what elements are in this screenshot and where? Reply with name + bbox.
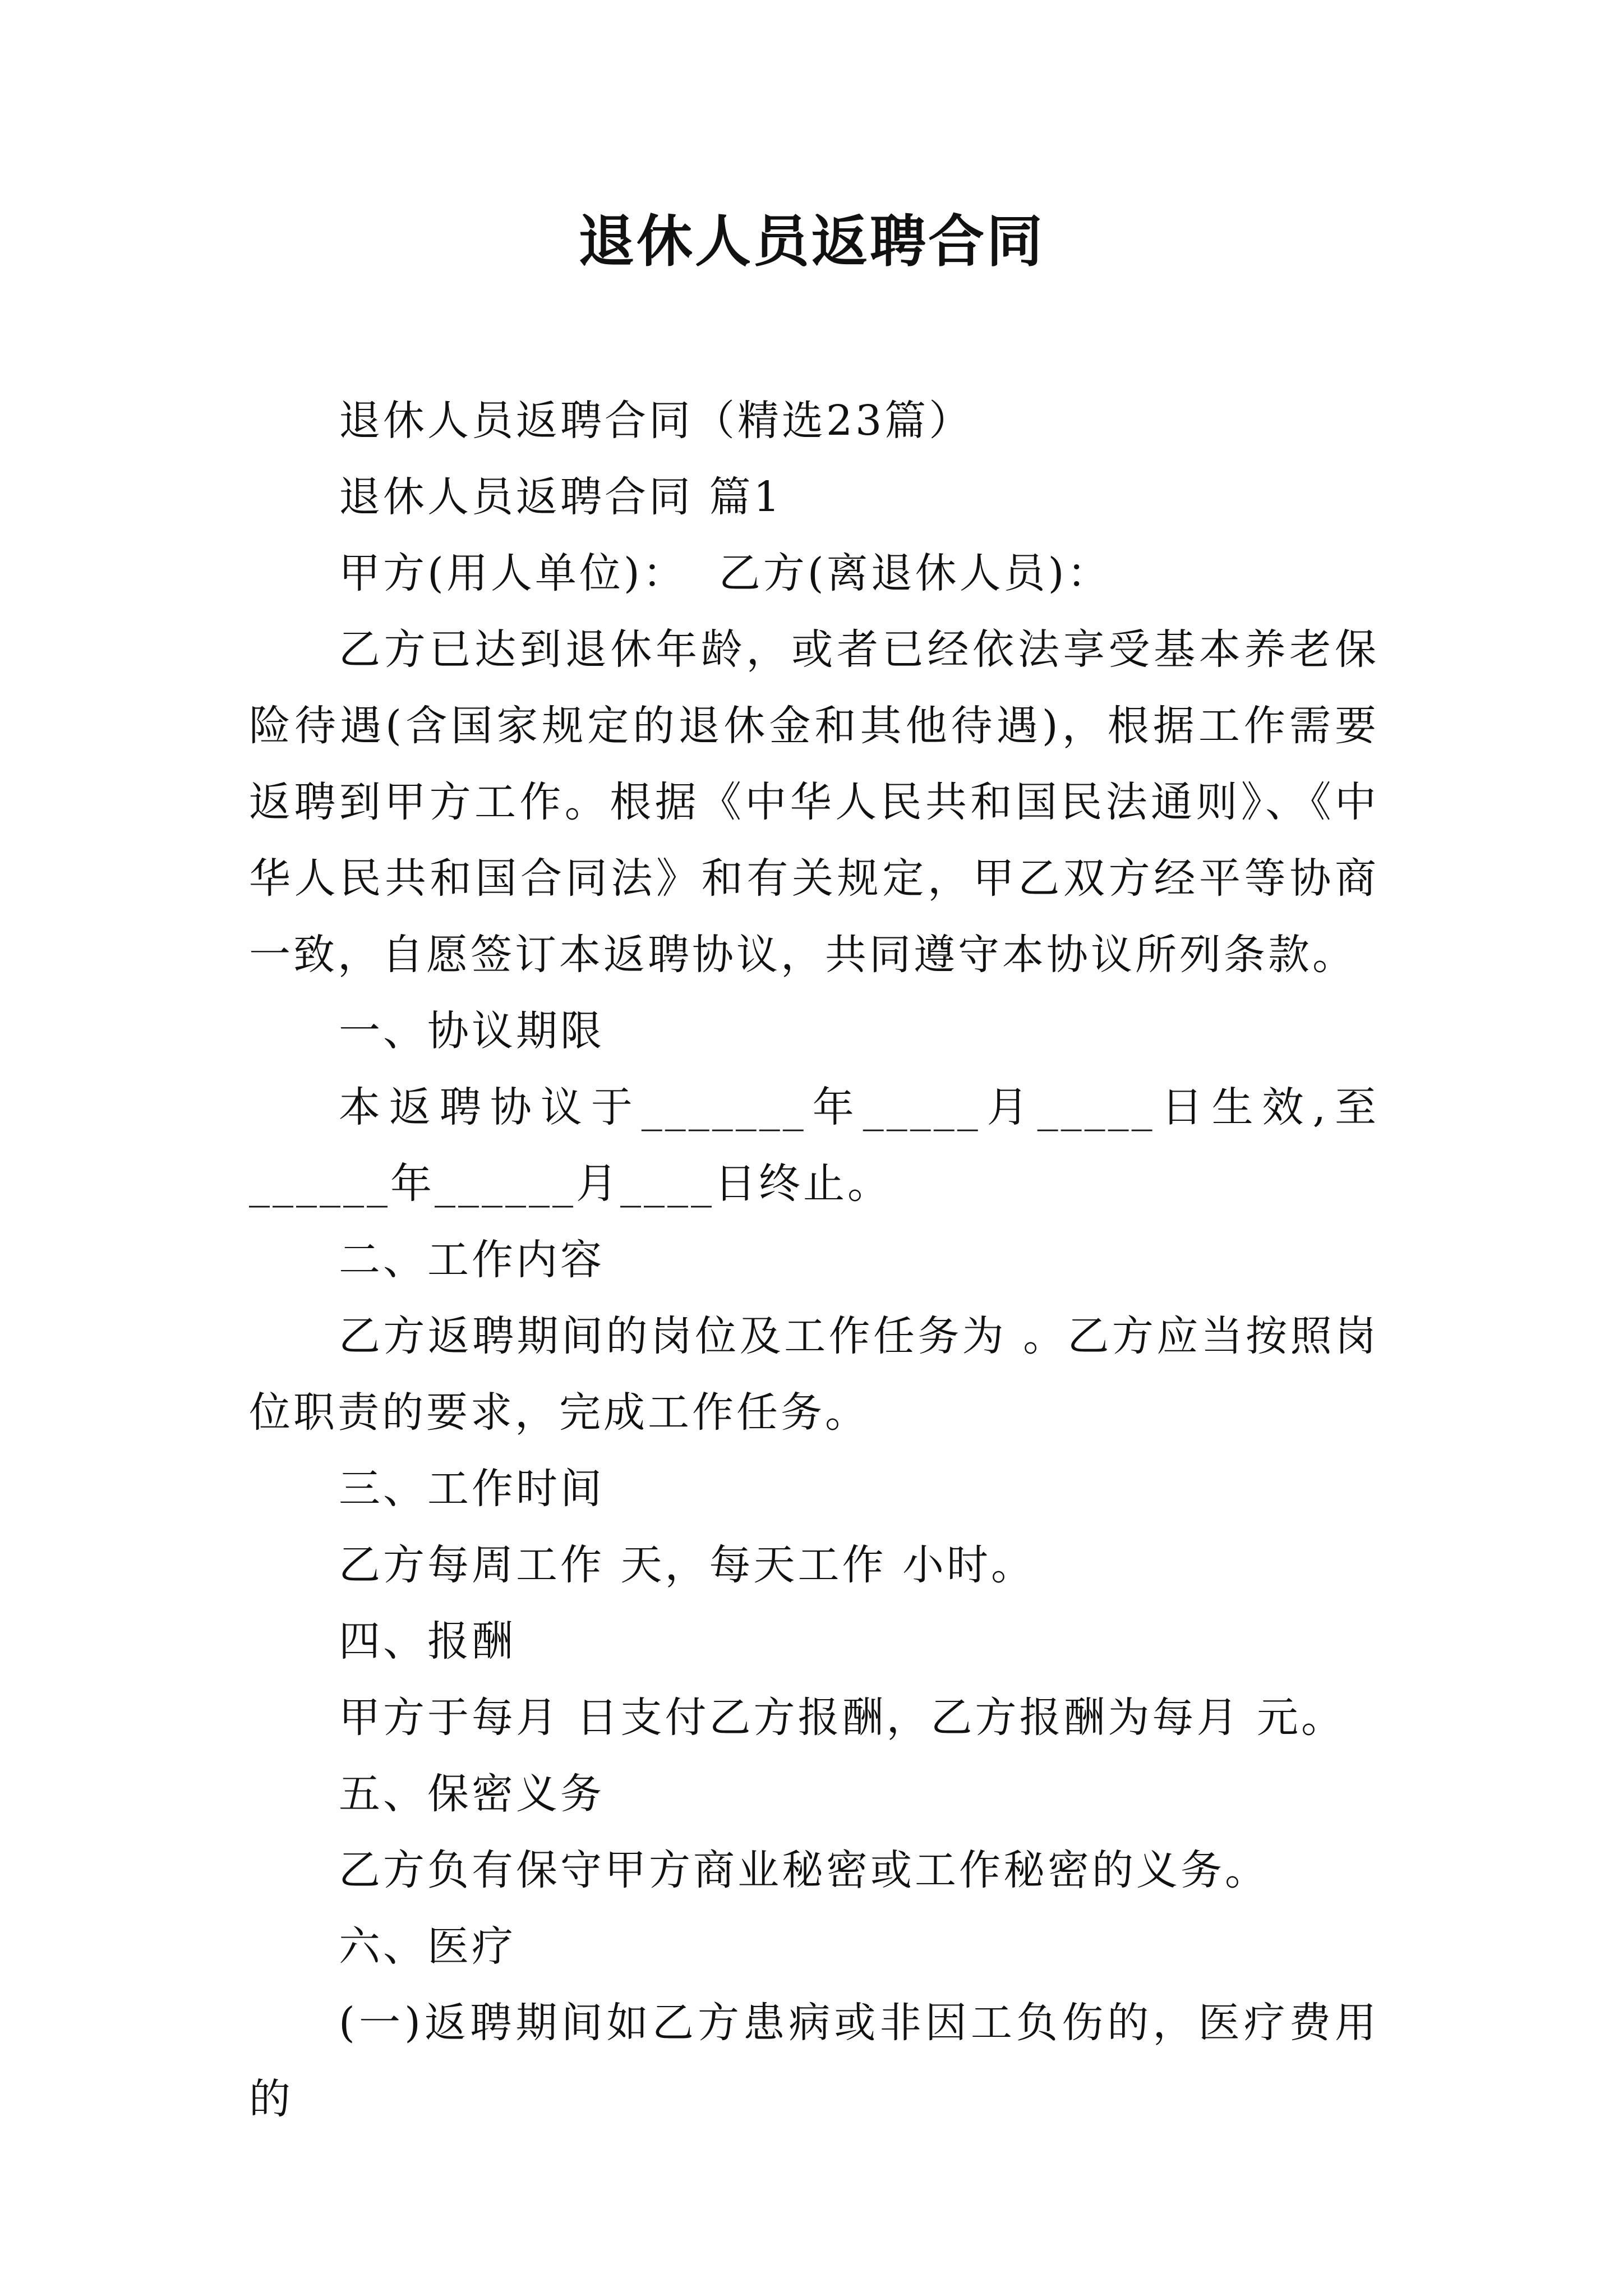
document-title: 退休人员返聘合同 [578, 208, 1045, 274]
clause-body-term: 本返聘协议于_______年_____月_____日生效,至______年______月____日终止。 [249, 1083, 1379, 1208]
parties-line: 甲方(用人单位)： 乙方(离退休人员)： [339, 549, 1112, 597]
clause-heading-work-content: 二、工作内容 [339, 1236, 605, 1284]
clause-heading-term: 一、协议期限 [339, 1007, 605, 1055]
clause-heading-medical: 六、医疗 [339, 1922, 516, 1971]
subtitle-selected-23: 退休人员返聘合同（精选23篇） [339, 397, 974, 445]
clause-body-remuneration: 甲方于每月 日支付乙方报酬，乙方报酬为每月 元。 [339, 1694, 1346, 1742]
clause-heading-confidentiality: 五、保密义务 [339, 1770, 605, 1818]
preamble-paragraph: 乙方已达到退休年龄，或者已经依法享受基本养老保险待遇(含国家规定的退休金和其他待遇)，根据工作需要返聘到甲方工作。根据《中华人民共和国民法通则》、《中华人民共和国合同法》和有关规定，甲乙双方经平等协商一致，自愿签订本返聘协议，共同遵守本协议所列条款。 [249, 625, 1379, 979]
clause-body-confidentiality: 乙方负有保守甲方商业秘密或工作秘密的义务。 [339, 1846, 1269, 1894]
clause-body-medical: (一)返聘期间如乙方患病或非因工负伤的，医疗费用的 [249, 1999, 1379, 2123]
clause-heading-remuneration: 四、报酬 [339, 1617, 516, 1665]
clause-body-work-content: 乙方返聘期间的岗位及工作任务为 。乙方应当按照岗位职责的要求，完成工作任务。 [249, 1312, 1379, 1437]
clause-body-work-hours: 乙方每周工作 天，每天工作 小时。 [339, 1541, 1036, 1589]
clause-heading-work-hours: 三、工作时间 [339, 1465, 605, 1513]
section-heading-part-1: 退休人员返聘合同 篇1 [339, 473, 783, 521]
document-body [249, 383, 1379, 2137]
